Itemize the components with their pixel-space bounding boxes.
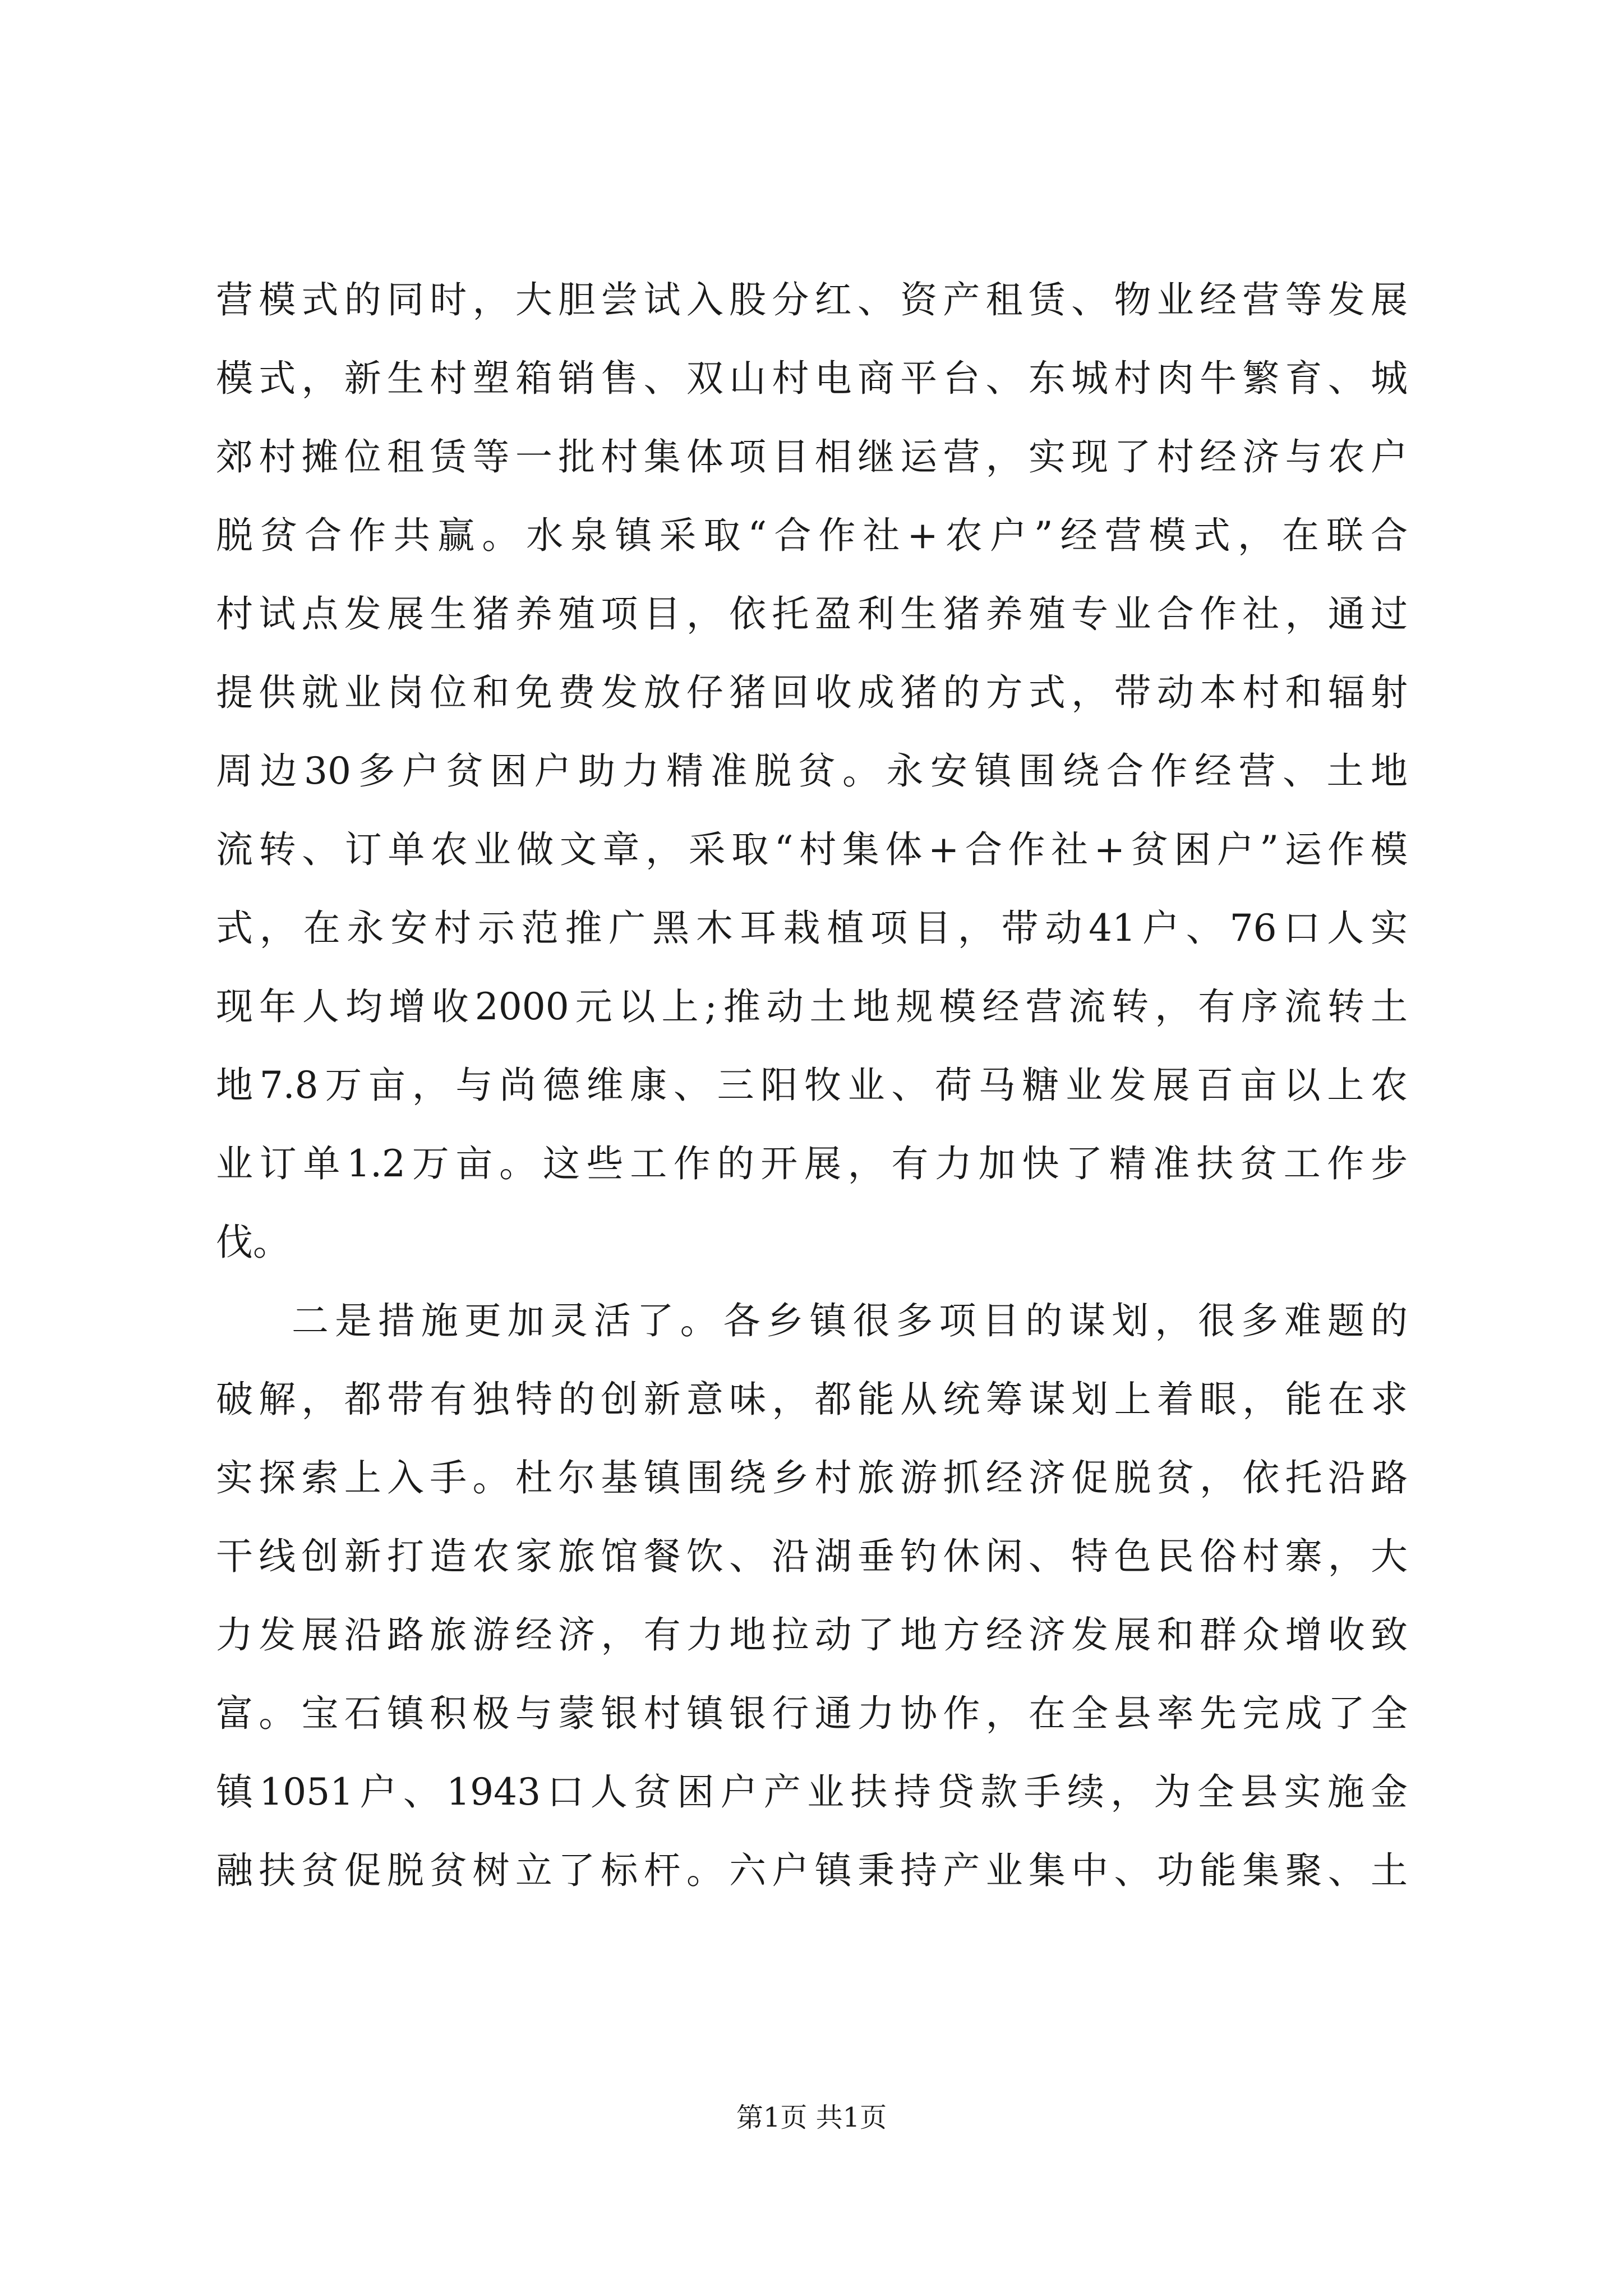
body-line-2: 模式，新生村塑箱销售、双山村电商平台、东城村肉牛繁育、城 (216, 357, 1408, 400)
body-line-13: 伐。 (216, 1221, 290, 1264)
body-line-4: 脱贫合作共赢。水泉镇采取“合作社+农户”经营模式，在联合 (216, 514, 1408, 557)
body-line-6: 提供就业岗位和免费发放仔猪回收成猪的方式，带动本村和辐射 (216, 671, 1408, 714)
body-line-11: 地7.8万亩，与尚德维康、三阳牧业、荷马糖业发展百亩以上农 (216, 1064, 1408, 1107)
body-line-15: 破解，都带有独特的创新意味，都能从统筹谋划上着眼，能在求 (216, 1378, 1408, 1421)
body-line-16: 实探索上入手。杜尔基镇围绕乡村旅游抓经济促脱贫，依托沿路 (216, 1456, 1408, 1499)
body-line-1: 营模式的同时，大胆尝试入股分红、资产租赁、物业经营等发展 (216, 278, 1408, 321)
page-footer: 第1页 共1页 (736, 2102, 887, 2133)
body-line-18: 力发展沿路旅游经济，有力地拉动了地方经济发展和群众增收致 (216, 1613, 1408, 1657)
body-line-12: 业订单1.2万亩。这些工作的开展，有力加快了精准扶贫工作步 (216, 1142, 1408, 1185)
body-line-7: 周边30多户贫困户助力精准脱贫。永安镇围绕合作经营、土地 (216, 749, 1408, 793)
body-line-14: 二是措施更加灵活了。各乡镇很多项目的谋划，很多难题的 (292, 1299, 1408, 1342)
body-line-3: 郊村摊位租赁等一批村集体项目相继运营，实现了村经济与农户 (216, 435, 1408, 478)
body-line-17: 干线创新打造农家旅馆餐饮、沿湖垂钓休闲、特色民俗村寨，大 (216, 1535, 1408, 1578)
body-line-9: 式，在永安村示范推广黑木耳栽植项目，带动41户、76口人实 (216, 907, 1408, 950)
body-line-8: 流转、订单农业做文章，采取“村集体+合作社+贫困户”运作模 (216, 828, 1408, 871)
body-line-5: 村试点发展生猪养殖项目，依托盈利生猪养殖专业合作社，通过 (216, 592, 1408, 636)
body-line-10: 现年人均增收2000元以上;推动土地规模经营流转，有序流转土 (216, 985, 1408, 1028)
body-line-19: 富。宝石镇积极与蒙银村镇银行通力协作，在全县率先完成了全 (216, 1692, 1408, 1735)
body-line-20: 镇1051户、1943口人贫困户产业扶持贷款手续，为全县实施金 (216, 1770, 1408, 1814)
body-line-21: 融扶贫促脱贫树立了标杆。六户镇秉持产业集中、功能集聚、土 (216, 1849, 1408, 1892)
